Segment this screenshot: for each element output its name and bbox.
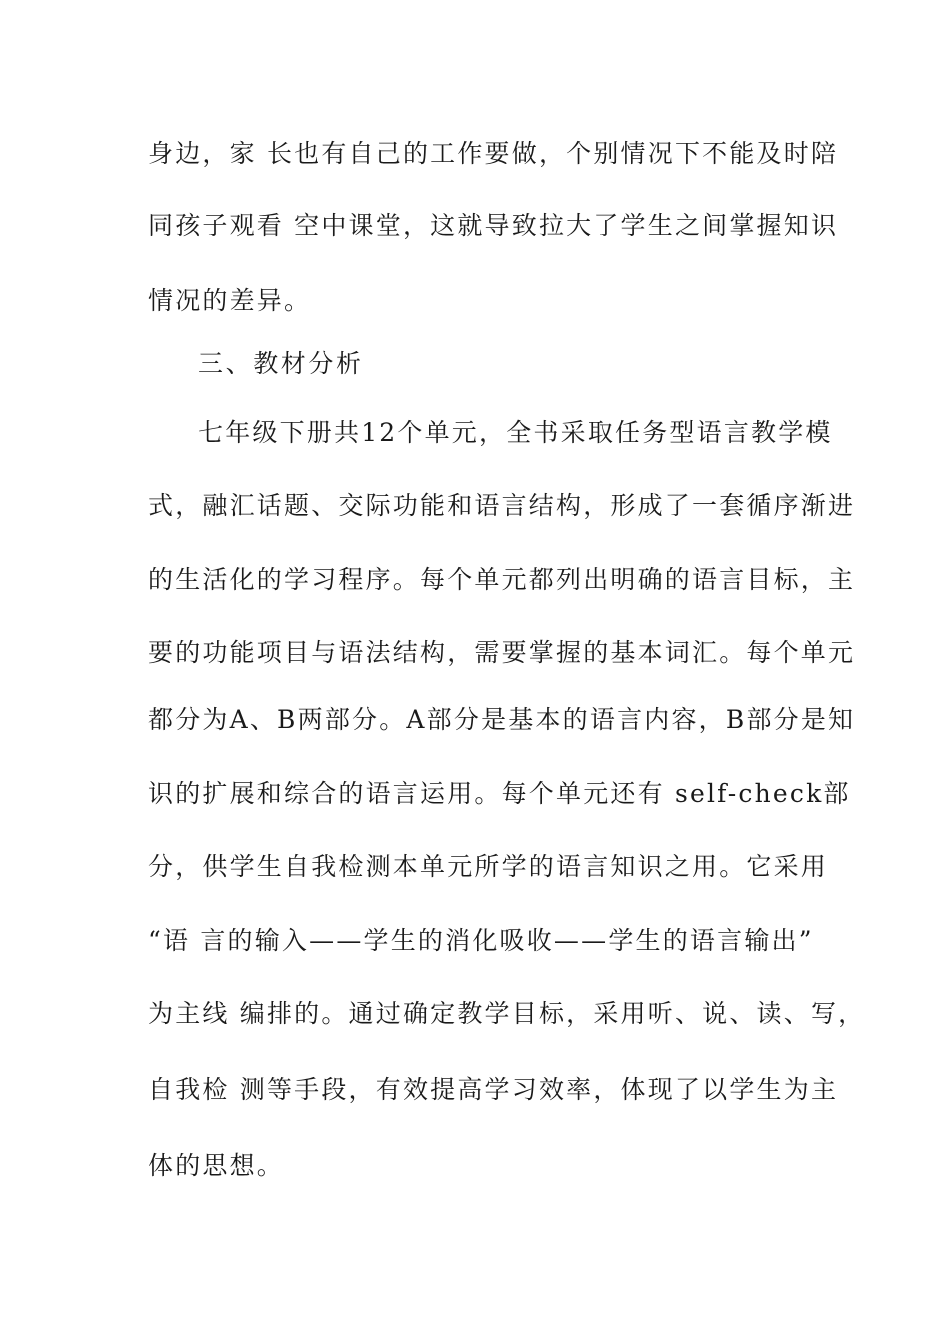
paragraph-line: 为主线 编排的。通过确定教学目标，采用听、说、读、写， (148, 999, 866, 1028)
paragraph-line: 自我检 测等手段，有效提高学习效率，体现了以学生为主 (148, 1075, 839, 1104)
paragraph-line: 都分为A、B两部分。A部分是基本的语言内容，B部分是知 (148, 705, 856, 734)
paragraph-line: 的生活化的学习程序。每个单元都列出明确的语言目标，主 (148, 565, 856, 594)
paragraph-line: 识的扩展和综合的语言运用。每个单元还有 self-check部 (148, 779, 851, 808)
paragraph-line: 要的功能项目与语法结构，需要掌握的基本词汇。每个单元 (148, 638, 856, 667)
paragraph-line: 身边，家 长也有自己的工作要做，个别情况下不能及时陪 (148, 139, 839, 168)
paragraph-line: 情况的差异。 (148, 286, 312, 315)
paragraph-line: 体的思想。 (148, 1151, 285, 1180)
paragraph-line: 同孩子观看 空中课堂，这就导致拉大了学生之间掌握知识 (148, 211, 839, 240)
paragraph-line: 分，供学生自我检测本单元所学的语言知识之用。它采用 (148, 852, 829, 881)
paragraph-line: 式，融汇话题、交际功能和语言结构，形成了一套循序渐进 (148, 491, 856, 520)
paragraph-line: “语 言的输入——学生的消化吸收——学生的语言输出” (148, 926, 814, 955)
paragraph-line: 七年级下册共12个单元，全书采取任务型语言教学模 (198, 418, 833, 447)
section-heading: 三、教材分析 (198, 349, 364, 378)
